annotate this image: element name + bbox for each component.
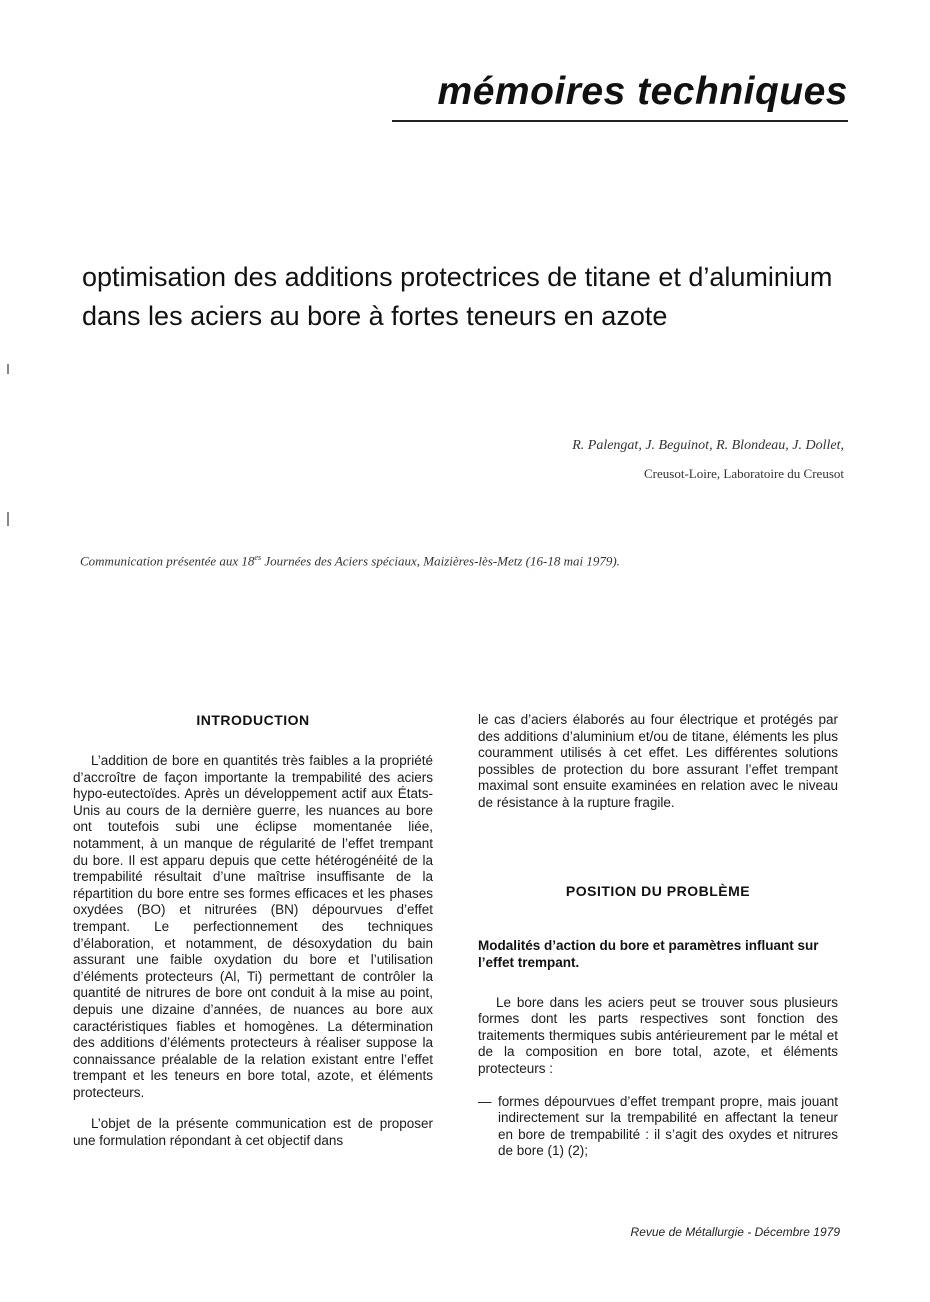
- list-item-text: formes dépourvues d’effet trempant propre, mais jouant indirectement sur la trempabilité en affectant la teneur en bore de trempabilité : il s’agit des oxydes et nitrures de bore (1) (2);: [498, 1093, 838, 1159]
- modalities-subheading: Modalités d’action du bore et paramètres influant sur l’effet trempant.: [478, 937, 819, 970]
- communication-note: [80, 547, 860, 572]
- affiliation: Creusot-Loire, Laboratoire du Creusot: [644, 466, 844, 481]
- continued-paragraph: le cas d’aciers élaborés au four électrique et protégés par des additions d’aluminium et/ou de titane, éléments les plus couramment utilisés à cet effet. Les différentes solutions possibles de protection du bore assurant l’effet trempant maximal sont ensuite examinées en relation avec le niveau de résistance à la rupture fragile.: [478, 712, 838, 810]
- list-dash: —: [478, 1093, 492, 1109]
- article-title: optimisation des additions protectrices de titane et d’aluminium dans les aciers au bore à fortes teneurs en azote: [82, 262, 833, 331]
- communication-suffix: Journées des Aciers spéciaux, Maizières-lès-Metz (16-18 mai 1979).: [261, 553, 620, 569]
- introduction-heading: INTRODUCTION: [196, 712, 310, 728]
- section-title: mémoires techniques: [437, 70, 848, 113]
- forms-paragraph: Le bore dans les aciers peut se trouver sous plusieurs formes dont les parts respectives sont fonction des traitements thermiques subis antérieurement par le métal et de la composition en bore total, azote, et éléments protecteurs :: [478, 994, 838, 1076]
- communication-ordinal: es: [254, 553, 262, 562]
- header-rule: [392, 120, 848, 122]
- right-column: [478, 712, 838, 1160]
- authors: R. Palengat, J. Beguinot, R. Blondeau, J. Dollet,: [572, 438, 844, 453]
- scan-edge-mark: [7, 512, 9, 526]
- communication-prefix: Communication présentée aux 18: [80, 553, 255, 569]
- objective-paragraph: L’objet de la présente communication est de proposer une formulation répondant à cet objectif dans: [73, 1116, 433, 1149]
- journal-footer: Revue de Métallurgie - Décembre 1979: [630, 1225, 840, 1239]
- list-item: [478, 1094, 838, 1160]
- introduction-paragraph: L’addition de bore en quantités très faibles a la propriété d’accroître de façon importante la trempabilité des aciers hypo-eutectoïdes. Après un développement actif aux États-Unis au cours de la dernière guerre, les nuances au bore ont toutefois subi une éclipse momentanée liée, notamment, à un manque de régularité de l’effet trempant du bore. Il est apparu depuis que cette hétérogénéité de la trempabilité résultait d’une maîtrise insuffisante de la répartition du bore entre ses formes efficaces et les phases oxydées (BO) et nitrurées (BN) dépourvues d’effet trempant. Le perfectionnement des techniques d’élaboration, et notamment, de désoxydation du bain assurant une faible oxydation du bore et l’utilisation d’éléments protecteurs (Al, Ti) permettant de contrôler la quantité de nitrures de bore ont conduit à la mise au point, depuis une dizaine d’années, de nuances au bore aux caractéristiques fiables et homogènes. La détermination des additions d’éléments protecteurs à réaliser suppose la connaissance préalable de la relation existant entre l’effet trempant et les teneurs en bore total, azote, et éléments protecteurs.: [73, 753, 433, 1100]
- left-column: [73, 712, 433, 1150]
- position-heading: POSITION DU PROBLÈME: [565, 882, 751, 899]
- scan-edge-mark: [7, 364, 9, 374]
